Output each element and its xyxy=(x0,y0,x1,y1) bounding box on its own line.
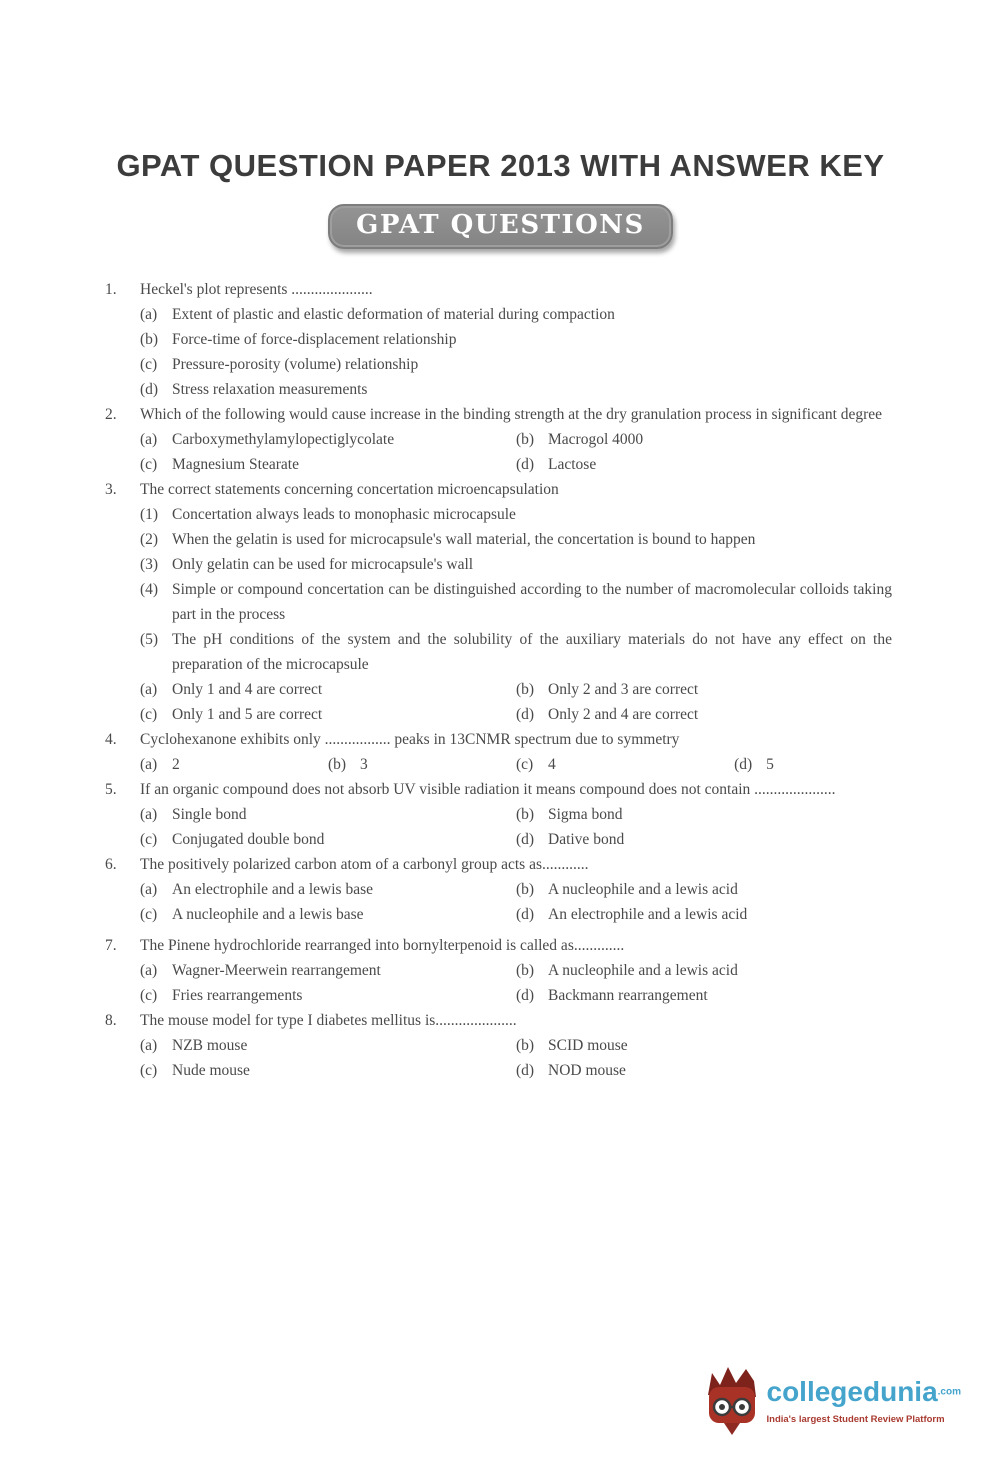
option xyxy=(140,677,516,702)
question xyxy=(105,933,892,1008)
question xyxy=(105,727,892,777)
option-text: Dative bond xyxy=(548,831,625,848)
mascot-eye-right xyxy=(739,1404,745,1410)
brand-suffix: .com xyxy=(937,1386,961,1398)
option-text: Conjugated double bond xyxy=(172,831,325,848)
option-text: Carboxymethylamylopectiglycolate xyxy=(172,431,395,448)
brand-tagline: India's largest Student Review Platform xyxy=(766,1414,945,1425)
statement-label: (5) xyxy=(140,631,159,648)
option-label: (a) xyxy=(140,756,158,773)
option xyxy=(140,958,516,983)
option xyxy=(328,752,516,777)
option xyxy=(140,352,892,377)
option-label: (b) xyxy=(516,962,535,979)
question xyxy=(105,402,892,477)
question xyxy=(105,852,892,927)
option xyxy=(140,902,516,927)
option xyxy=(516,702,892,727)
statement-text: Concertation always leads to monophasic microcapsule xyxy=(172,506,516,523)
question-text: Cyclohexanone exhibits only ................. peaks in 13CNMR spectrum due to symmetry xyxy=(140,731,680,748)
statement-text: Only gelatin can be used for microcapsule's wall xyxy=(172,556,474,573)
option-label: (b) xyxy=(516,806,535,823)
option-text: 3 xyxy=(360,756,368,773)
question-number: 5. xyxy=(105,781,117,798)
option-text: Single bond xyxy=(172,806,247,823)
question-header xyxy=(105,402,892,427)
option-label: (d) xyxy=(516,706,535,723)
option-text: A nucleophile and a lewis acid xyxy=(548,881,738,898)
option-label: (d) xyxy=(516,987,535,1004)
option-label: (b) xyxy=(516,881,535,898)
question xyxy=(105,277,892,402)
option-label: (d) xyxy=(734,756,753,773)
option-label: (c) xyxy=(140,906,158,923)
brand-line xyxy=(767,1377,962,1412)
option xyxy=(516,877,892,902)
option xyxy=(140,452,516,477)
page-title: GPAT QUESTION PAPER 2013 WITH ANSWER KEY xyxy=(116,148,885,183)
statement-label: (4) xyxy=(140,581,159,598)
option xyxy=(516,1033,892,1058)
option xyxy=(140,327,892,352)
option-label: (b) xyxy=(516,681,535,698)
option-label: (c) xyxy=(140,706,158,723)
option xyxy=(140,983,516,1008)
option xyxy=(140,877,516,902)
collegedunia-logo xyxy=(704,1365,962,1437)
question xyxy=(105,1008,892,1083)
option xyxy=(516,452,892,477)
option xyxy=(516,427,892,452)
brand-block xyxy=(767,1377,962,1425)
statement xyxy=(140,627,892,677)
option-list xyxy=(140,802,892,852)
option-label: (b) xyxy=(140,331,159,348)
statement-text: Simple or compound concertation can be distinguished according to the number of macromolecular colloids taking part in the process xyxy=(172,581,892,623)
option-text: Nude mouse xyxy=(172,1062,250,1079)
option xyxy=(140,1033,516,1058)
option xyxy=(734,752,892,777)
option xyxy=(516,827,892,852)
option xyxy=(140,827,516,852)
statement-label: (3) xyxy=(140,556,159,573)
option-text: Fries rearrangements xyxy=(172,987,303,1004)
option-text: Sigma bond xyxy=(548,806,623,823)
option-text: A nucleophile and a lewis base xyxy=(172,906,364,923)
option-list xyxy=(140,302,892,402)
option-text: An electrophile and a lewis base xyxy=(172,881,373,898)
option-label: (a) xyxy=(140,881,158,898)
option-list xyxy=(140,677,892,727)
option-list xyxy=(140,1033,892,1083)
mascot-eye-left xyxy=(719,1404,725,1410)
option xyxy=(516,677,892,702)
question-header xyxy=(105,1008,892,1033)
option xyxy=(516,1058,892,1083)
question-header xyxy=(105,727,892,752)
option-label: (b) xyxy=(516,431,535,448)
option-text: SCID mouse xyxy=(548,1037,628,1054)
statement-text: When the gelatin is used for microcapsule's wall material, the concertation is bound to happen xyxy=(172,531,756,548)
question-header xyxy=(105,477,892,502)
option-label: (c) xyxy=(140,1062,158,1079)
option-list xyxy=(140,427,892,477)
statement-label: (1) xyxy=(140,506,159,523)
document-page xyxy=(0,148,1001,1425)
question-number: 3. xyxy=(105,481,117,498)
question-text: Which of the following would cause increase in the binding strength at the dry granulation process in significant degree xyxy=(140,406,883,423)
option xyxy=(140,752,328,777)
option xyxy=(140,802,516,827)
option xyxy=(140,1058,516,1083)
question-header xyxy=(105,852,892,877)
option-label: (d) xyxy=(516,906,535,923)
option-text: Wagner-Meerwein rearrangement xyxy=(172,962,381,979)
question-text: The positively polarized carbon atom of a carbonyl group acts as............ xyxy=(140,856,589,873)
question xyxy=(105,777,892,852)
badge-row xyxy=(0,204,1001,249)
option-label: (b) xyxy=(516,1037,535,1054)
option xyxy=(516,802,892,827)
question-number: 6. xyxy=(105,856,117,873)
option-text: 5 xyxy=(766,756,774,773)
option-text: NOD mouse xyxy=(548,1062,626,1079)
option-label: (c) xyxy=(516,756,534,773)
question-text: The Pinene hydrochloride rearranged into bornylterpenoid is called as............. xyxy=(140,937,625,954)
question-list xyxy=(105,277,892,1083)
option-text: Only 2 and 3 are correct xyxy=(548,681,699,698)
collegedunia-mascot-icon xyxy=(704,1365,760,1437)
option-text: Only 2 and 4 are correct xyxy=(548,706,699,723)
option-text: Macrogol 4000 xyxy=(548,431,644,448)
option-list xyxy=(140,958,892,1008)
option xyxy=(516,958,892,983)
option-text: Only 1 and 4 are correct xyxy=(172,681,323,698)
option-label: (c) xyxy=(140,356,158,373)
statement-label: (2) xyxy=(140,531,159,548)
option-label: (d) xyxy=(516,456,535,473)
option-text: Lactose xyxy=(548,456,597,473)
option-text: Extent of plastic and elastic deformation of material during compaction xyxy=(172,306,615,323)
question-number: 1. xyxy=(105,281,117,298)
option-text: An electrophile and a lewis acid xyxy=(548,906,748,923)
option-list xyxy=(140,877,892,927)
statement-text: The pH conditions of the system and the solubility of the auxiliary materials do not have any effect on the preparation of the microcapsule xyxy=(172,631,892,673)
question-header xyxy=(105,777,892,802)
question-text: If an organic compound does not absorb UV visible radiation it means compound does not contain ..................... xyxy=(140,781,836,798)
brand-name: collegedunia xyxy=(766,1376,938,1407)
option xyxy=(140,377,892,402)
statement-list xyxy=(140,502,892,677)
option xyxy=(516,983,892,1008)
option-label: (a) xyxy=(140,306,158,323)
question xyxy=(105,477,892,727)
option-text: Force-time of force-displacement relationship xyxy=(172,331,457,348)
question-text: The correct statements concerning concertation microencapsulation xyxy=(140,481,559,498)
statement xyxy=(140,552,892,577)
statement xyxy=(140,577,892,627)
question-number: 8. xyxy=(105,1012,117,1029)
option-text: 2 xyxy=(172,756,180,773)
option xyxy=(140,702,516,727)
option-text: Stress relaxation measurements xyxy=(172,381,368,398)
question-number: 4. xyxy=(105,731,117,748)
question-number: 7. xyxy=(105,937,117,954)
option-text: Pressure-porosity (volume) relationship xyxy=(172,356,419,373)
option xyxy=(516,902,892,927)
option-label: (b) xyxy=(328,756,347,773)
option-label: (a) xyxy=(140,681,158,698)
option-list xyxy=(140,752,892,777)
option-label: (a) xyxy=(140,806,158,823)
option xyxy=(140,427,516,452)
question-number: 2. xyxy=(105,406,117,423)
option-label: (d) xyxy=(516,831,535,848)
option-text: Backmann rearrangement xyxy=(548,987,708,1004)
question-text: Heckel's plot represents ..................... xyxy=(140,281,373,298)
gpat-questions-badge: GPAT QUESTIONS xyxy=(328,204,673,249)
option-text: Magnesium Stearate xyxy=(172,456,299,473)
option xyxy=(140,302,892,327)
question-text: The mouse model for type I diabetes mellitus is..................... xyxy=(140,1012,517,1029)
option-label: (a) xyxy=(140,1037,158,1054)
statement xyxy=(140,502,892,527)
option-label: (c) xyxy=(140,831,158,848)
option-label: (a) xyxy=(140,431,158,448)
option-label: (a) xyxy=(140,962,158,979)
option-text: Only 1 and 5 are correct xyxy=(172,706,323,723)
mascot-chin xyxy=(724,1423,740,1435)
statement xyxy=(140,527,892,552)
option xyxy=(516,752,734,777)
question-header xyxy=(105,933,892,958)
option-label: (d) xyxy=(516,1062,535,1079)
option-label: (c) xyxy=(140,456,158,473)
question-header xyxy=(105,277,892,302)
option-text: 4 xyxy=(548,756,556,773)
option-label: (d) xyxy=(140,381,159,398)
option-text: NZB mouse xyxy=(172,1037,248,1054)
option-text: A nucleophile and a lewis acid xyxy=(548,962,738,979)
option-label: (c) xyxy=(140,987,158,1004)
